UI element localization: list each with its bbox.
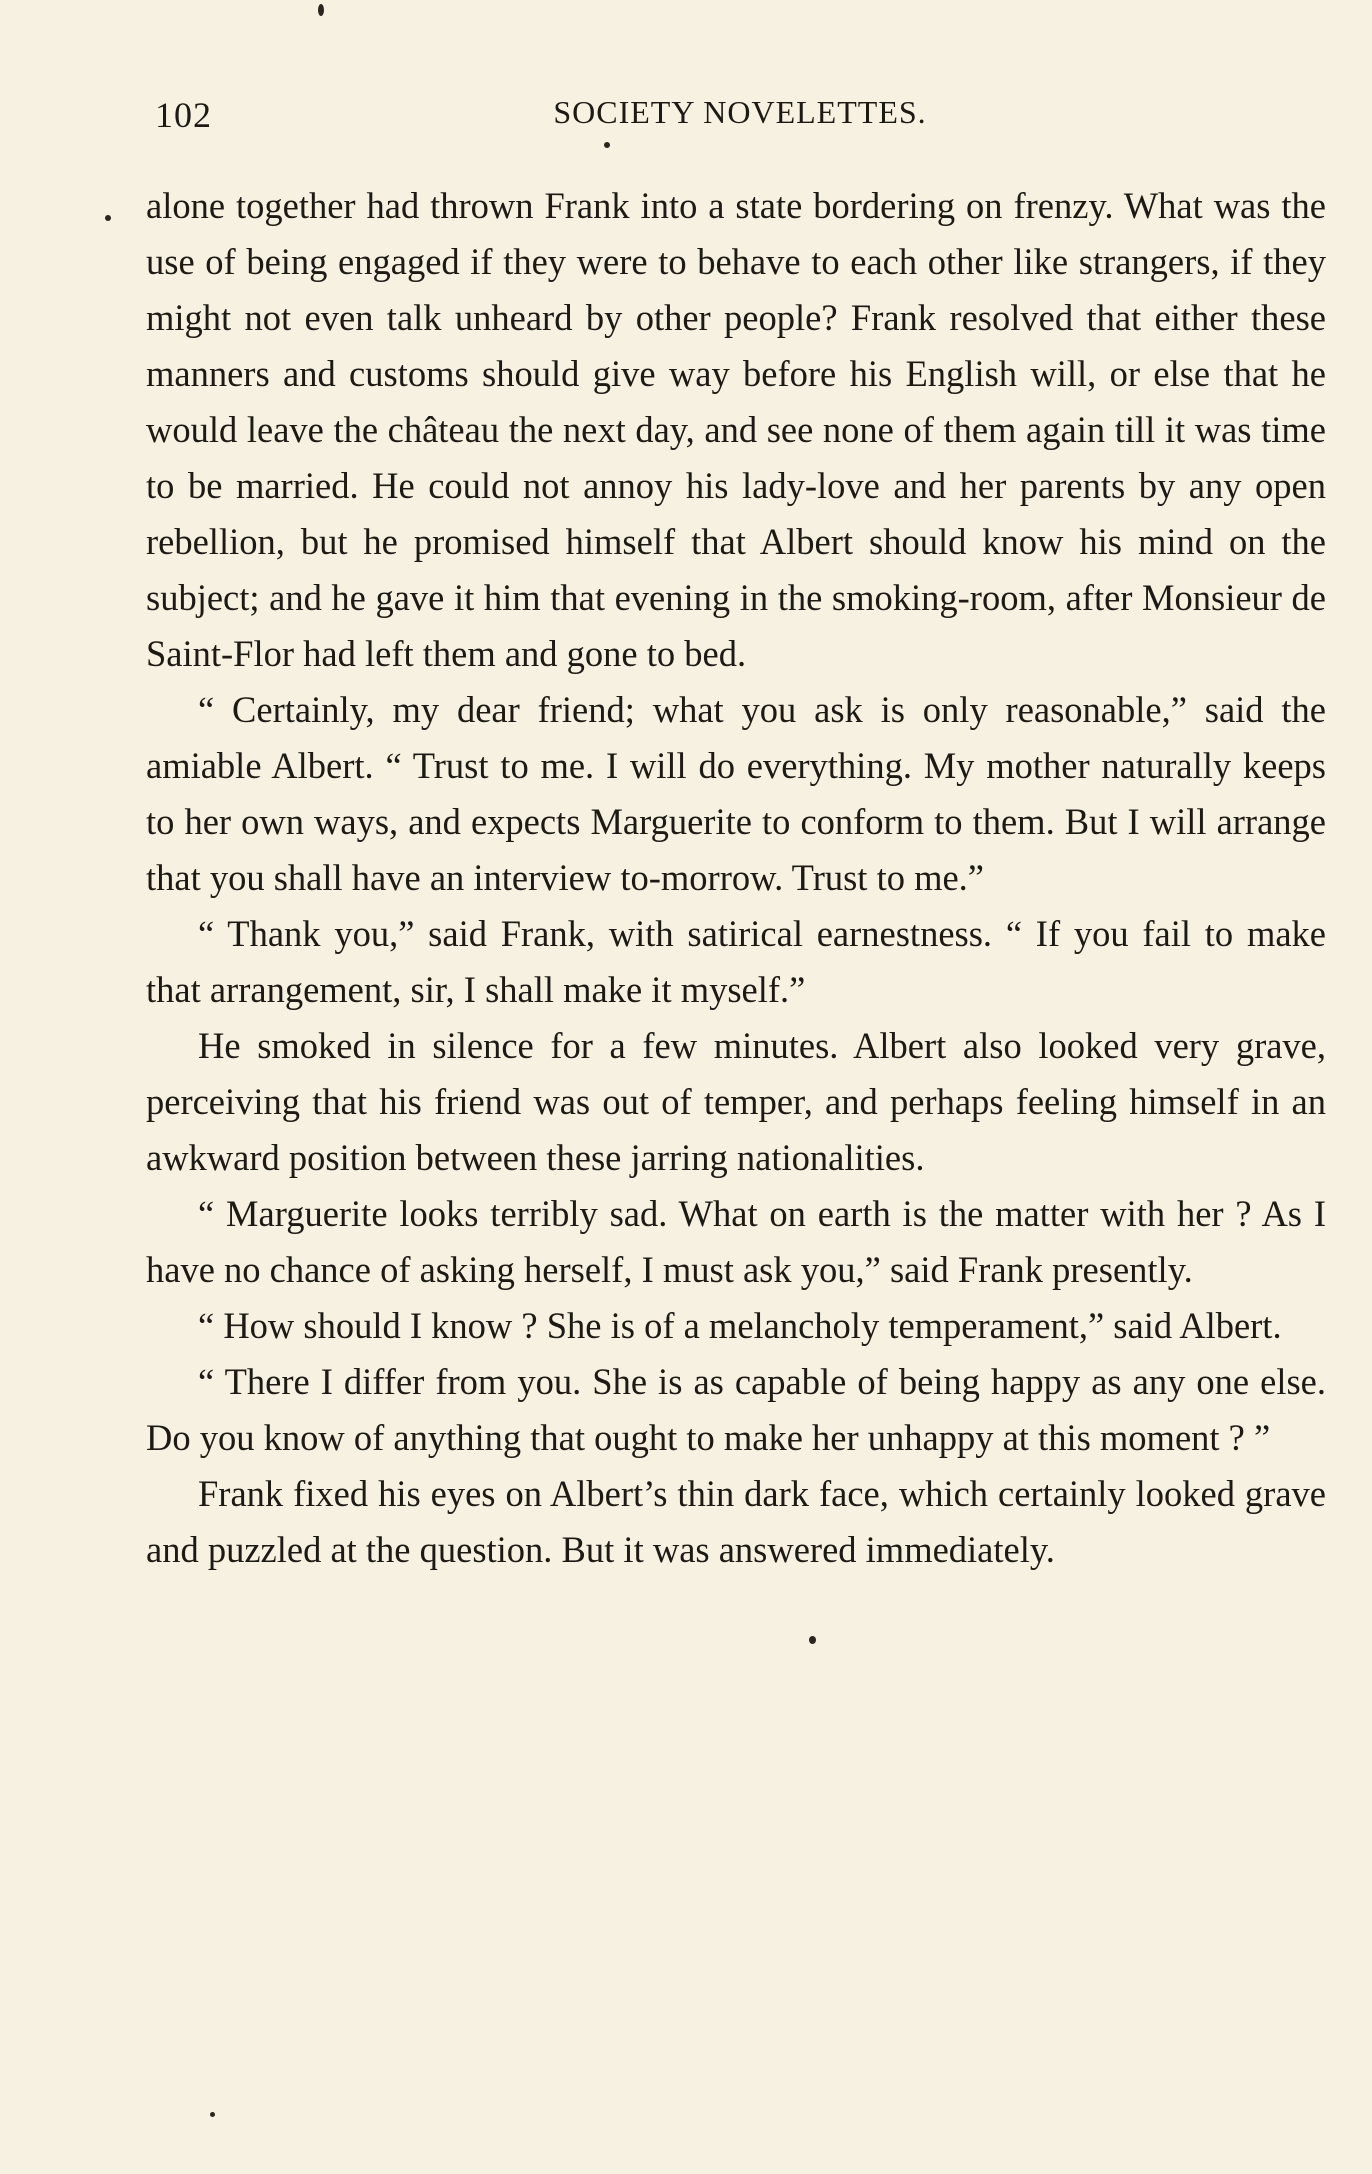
paragraph-6: “ How should I know ? She is of a melancholy temperament,” said Albert. bbox=[198, 1305, 1282, 1346]
body-text bbox=[146, 178, 1326, 1578]
paragraph-2: “ Certainly, my dear friend; what you ask is only reasonable,” said the amiable Albert. “ Trust to me. I will do everything. My mother naturally keeps to her own ways, and expects Marguerite to conform to them. But I will arrange that you shall have an interview to-morrow. Trust to me.” bbox=[146, 689, 1326, 898]
page-number: 102 bbox=[155, 95, 212, 135]
paragraph-3: “ Thank you,” said Frank, with satirical earnestness. “ If you fail to make that arrangement, sir, I shall make it myself.” bbox=[146, 913, 1326, 1010]
paragraph-8: Frank fixed his eyes on Albert’s thin dark face, which certainly looked grave and puzzled at the question. But it was answered immediately. bbox=[146, 1473, 1326, 1570]
ink-speck bbox=[210, 2112, 215, 2117]
paragraph-1: alone together had thrown Frank into a state bordering on frenzy. What was the use of being engaged if they were to behave to each other like strangers, if they might not even talk unheard by other people? Frank resolved that either these manners and customs should give way before his English will, or else that he would leave the château the next day, and see none of them again till it was time to be married. He could not annoy his lady-love and her parents by any open rebellion, but he promised himself that Albert should know his mind on the subject; and he gave it him that evening in the smoking-room, after Monsieur de Saint-Flor had left them and gone to bed. bbox=[146, 185, 1326, 674]
page-header bbox=[155, 94, 1325, 144]
ink-speck bbox=[105, 215, 111, 221]
paragraph-4: He smoked in silence for a few minutes. Albert also looked very grave, perceiving that his friend was out of temper, and perhaps feeling himself in an awkward position between these jarring nationalities. bbox=[146, 1025, 1326, 1178]
ink-speck bbox=[809, 1636, 816, 1644]
running-head: SOCIETY NOVELETTES. bbox=[553, 94, 927, 130]
ink-speck bbox=[318, 4, 324, 16]
paragraph-5: “ Marguerite looks terribly sad. What on earth is the matter with her ? As I have no chance of asking herself, I must ask you,” said Frank presently. bbox=[146, 1193, 1326, 1290]
ink-speck bbox=[604, 142, 610, 148]
paragraph-7: “ There I differ from you. She is as capable of being happy as any one else. Do you know of anything that ought to make her unhappy at this moment ? ” bbox=[146, 1361, 1326, 1458]
